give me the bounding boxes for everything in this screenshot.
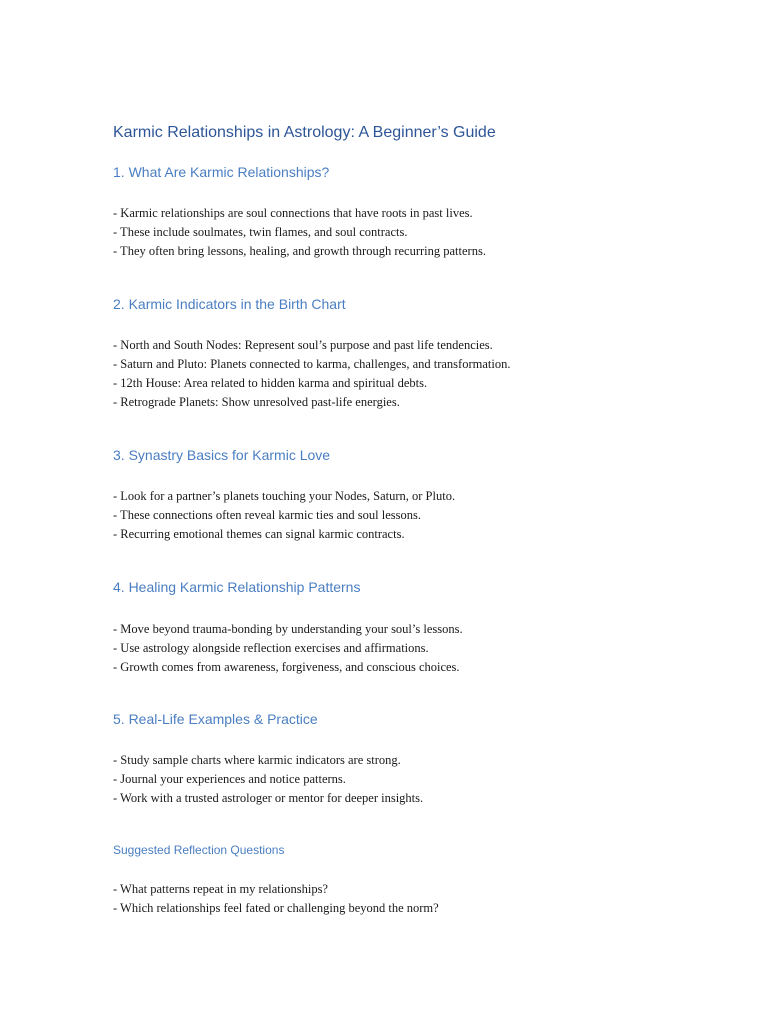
body-line: - Karmic relationships are soul connections that have roots in past lives. [113, 206, 473, 220]
body-line: - Saturn and Pluto: Planets connected to karma, challenges, and transformation. [113, 357, 511, 371]
body-line: - Recurring emotional themes can signal karmic contracts. [113, 527, 405, 541]
section-body [113, 620, 463, 677]
section-heading: 2. Karmic Indicators in the Birth Chart [113, 296, 346, 312]
body-line: - Retrograde Planets: Show unresolved past-life energies. [113, 395, 400, 409]
body-line: - Which relationships feel fated or challenging beyond the norm? [113, 901, 439, 915]
section-body [113, 204, 486, 261]
section-heading: 3. Synastry Basics for Karmic Love [113, 447, 331, 463]
body-line: - Look for a partner’s planets touching your Nodes, Saturn, or Pluto. [113, 489, 456, 503]
body-line: - Work with a trusted astrologer or mentor for deeper insights. [113, 791, 424, 805]
body-line: - What patterns repeat in my relationships? [113, 882, 328, 896]
body-line: - Growth comes from awareness, forgiveness, and conscious choices. [113, 660, 460, 674]
body-line: - They often bring lessons, healing, and growth through recurring patterns. [113, 244, 486, 258]
body-line: - Journal your experiences and notice patterns. [113, 772, 346, 786]
section-body [113, 487, 455, 544]
body-line: - Study sample charts where karmic indicators are strong. [113, 753, 401, 767]
reflection-heading: Suggested Reflection Questions [113, 843, 285, 857]
body-line: - Move beyond trauma-bonding by understanding your soul’s lessons. [113, 622, 463, 636]
section-heading: 5. Real-Life Examples & Practice [113, 711, 318, 727]
reflection-body [113, 880, 439, 918]
section-body [113, 336, 510, 412]
body-line: - These include soulmates, twin flames, and soul contracts. [113, 225, 408, 239]
body-line: - These connections often reveal karmic ties and soul lessons. [113, 508, 422, 522]
body-line: - North and South Nodes: Represent soul’s purpose and past life tendencies. [113, 338, 493, 352]
body-line: - Use astrology alongside reflection exercises and affirmations. [113, 641, 429, 655]
section-heading: 1. What Are Karmic Relationships? [113, 164, 330, 180]
section-heading: 4. Healing Karmic Relationship Patterns [113, 579, 361, 595]
document-title: Karmic Relationships in Astrology: A Beginner’s Guide [113, 124, 496, 141]
body-line: - 12th House: Area related to hidden karma and spiritual debts. [113, 376, 428, 390]
section-body [113, 751, 423, 808]
